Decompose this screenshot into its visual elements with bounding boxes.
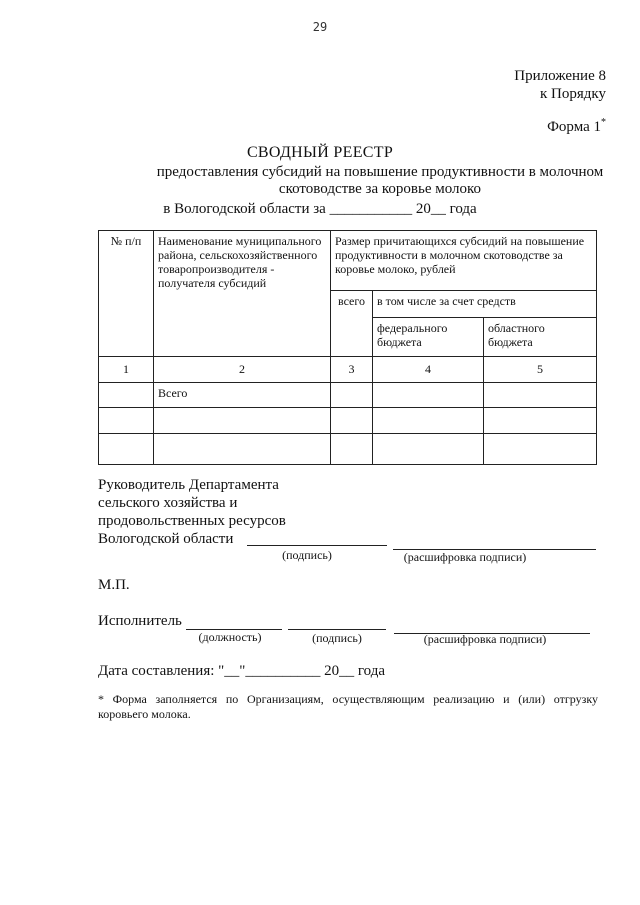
executor-label: Исполнитель	[98, 613, 182, 629]
table-cell	[331, 407, 373, 434]
table-cell	[99, 383, 154, 408]
table-cell	[331, 383, 373, 408]
executor-position-caption: (должность)	[198, 630, 262, 644]
table-cell	[373, 434, 484, 465]
table-cell	[484, 407, 597, 434]
table-cell	[373, 407, 484, 434]
executor-decoding-caption: (расшифровка подписи)	[423, 632, 547, 646]
column-number-5: 5	[484, 356, 597, 383]
registry-table	[98, 230, 597, 465]
document-subtitle	[150, 164, 610, 198]
department-head-block	[98, 476, 298, 548]
column-number-3: 3	[331, 356, 373, 383]
head-line-2: сельского хозяйства и	[98, 495, 238, 511]
column-number-2: 2	[154, 356, 331, 383]
table-cell	[484, 383, 597, 408]
form-label: Форма 1	[547, 119, 601, 135]
head-signature-line	[247, 545, 387, 546]
compilation-date: Дата составления: "__"__________ 20__ года	[98, 663, 386, 679]
executor-signature-line	[288, 629, 386, 630]
page-number: 29	[312, 20, 328, 34]
region-period-line: в Вологодской области за ___________ 20__ года	[163, 201, 477, 217]
form-footnote-mark: *	[601, 117, 606, 128]
executor-signature-caption: (подпись)	[312, 631, 362, 645]
table-cell	[154, 434, 331, 465]
header-col-number: № п/п	[99, 231, 154, 357]
table-row	[99, 434, 597, 465]
total-row-label: Всего	[154, 383, 331, 408]
header-col-subsidy-amount: Размер причитающихся субсидий на повышение продуктивности в молочном скотоводстве за коровье молоко, рублей	[331, 231, 597, 291]
table-cell	[331, 434, 373, 465]
head-line-1: Руководитель Департамента	[98, 477, 279, 493]
annex-line-1: Приложение 8	[514, 68, 606, 84]
head-line-4: Вологодской области	[98, 531, 234, 547]
column-number-1: 1	[99, 356, 154, 383]
table-cell	[484, 434, 597, 465]
document-title: СВОДНЫЙ РЕЕСТР	[246, 144, 394, 161]
head-line-3: продовольственных ресурсов	[98, 513, 286, 529]
footnote: * Форма заполняется по Организациям, осуществляющим реализацию и (или) отгрузку коровьего молока.	[98, 692, 598, 721]
annex-reference	[514, 67, 606, 103]
table-cell	[99, 407, 154, 434]
head-signature-caption: (подпись)	[282, 548, 332, 562]
header-col-regional: областного бюджета	[484, 317, 597, 356]
subtitle-line-2: скотоводстве за коровье молоко	[278, 181, 482, 197]
head-decoding-caption: (расшифровка подписи)	[403, 550, 527, 564]
stamp-place: М.П.	[98, 577, 130, 593]
table-cell	[154, 407, 331, 434]
header-col-federal: федерального бюджета	[373, 317, 484, 356]
header-col-recipient: Наименование муниципального района, сельскохозяйственного товаропроизводителя - получателя субсидий	[154, 231, 331, 357]
table-row	[99, 407, 597, 434]
header-col-total: всего	[331, 291, 373, 356]
column-number-4: 4	[373, 356, 484, 383]
table-row-total	[99, 383, 597, 408]
header-col-including: в том числе за счет средств	[373, 291, 597, 318]
annex-line-2: к Порядку	[540, 86, 606, 102]
subtitle-line-1: предоставления субсидий на повышение продуктивности в молочном	[156, 164, 604, 180]
table-cell	[99, 434, 154, 465]
form-number	[547, 117, 606, 136]
table-cell	[373, 383, 484, 408]
